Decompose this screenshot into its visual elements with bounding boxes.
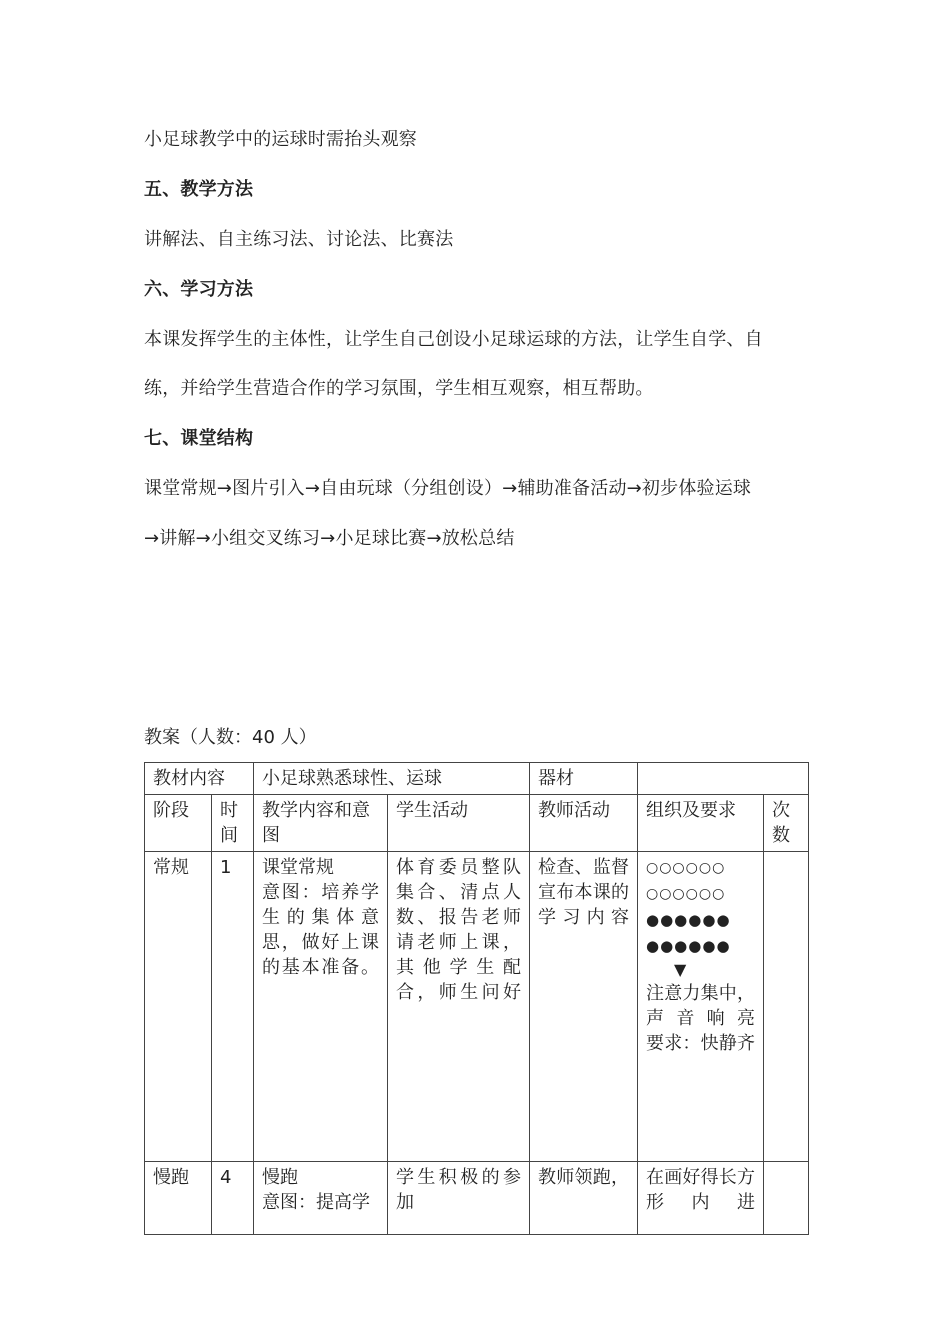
teacher-position-arrow-icon: ▼ (674, 960, 687, 979)
table-row-material (145, 763, 809, 795)
table-row (145, 1162, 809, 1235)
time-cell: 4 (212, 1162, 254, 1235)
content-title: 慢跑 (262, 1167, 298, 1188)
content-intent: 意图：提高学 (262, 1192, 370, 1213)
teacher-activity-cell: 教师领跑， (530, 1162, 638, 1235)
body-text-line: →讲解→小组交叉练习→小足球比赛→放松总结 (144, 528, 515, 549)
count-cell (764, 852, 809, 1162)
section-heading-teaching-methods: 五、教学方法 (144, 179, 254, 200)
header-content: 教学内容和意图 (254, 795, 388, 852)
formation-solid-row: ●●●●●● (646, 937, 731, 955)
table-header-row (145, 795, 809, 852)
count-cell (764, 1162, 809, 1235)
body-text-line: 本课发挥学生的主体性，让学生自己创设小足球运球的方法，让学生自学、自 (144, 329, 763, 350)
requirement-text: 要求：快静齐 (646, 1033, 755, 1054)
time-cell: 1 (212, 852, 254, 1162)
table-row (145, 852, 809, 1162)
header-stage: 阶段 (145, 795, 212, 852)
section-heading-class-structure: 七、课堂结构 (144, 428, 254, 449)
formation-solid-row: ●●●●●● (646, 911, 731, 929)
header-student: 学生活动 (388, 795, 530, 852)
content-title: 课堂常规 (262, 857, 334, 878)
material-content-cell: 小足球熟悉球性、运球 (254, 763, 530, 795)
organization-cell: 在画好得长方形内进 (638, 1162, 764, 1235)
stage-cell: 常规 (145, 852, 212, 1162)
stage-cell: 慢跑 (145, 1162, 212, 1235)
body-text-line: 练，并给学生营造合作的学习氛围，学生相互观察，相互帮助。 (144, 378, 654, 399)
content-cell (254, 1162, 388, 1235)
section-heading-learning-methods: 六、学习方法 (144, 279, 254, 300)
header-time: 时间 (212, 795, 254, 852)
table-caption: 教案（人数：40 人） (144, 727, 317, 748)
header-organization: 组织及要求 (638, 795, 764, 852)
body-text-line: 小足球教学中的运球时需抬头观察 (144, 129, 417, 150)
teacher-activity-cell: 检查、监督宣布本课的学习内容 (530, 852, 638, 1162)
formation-hollow-row: ○○○○○○ (646, 860, 726, 876)
student-activity-cell: 学生积极的参加 (388, 1162, 530, 1235)
formation-hollow-row: ○○○○○○ (646, 886, 726, 902)
content-cell (254, 852, 388, 1162)
lesson-plan-table (144, 762, 809, 1235)
header-teacher: 教师活动 (530, 795, 638, 852)
requirement-text: 注意力集中，声音响亮 (646, 983, 755, 1029)
body-text-line: 讲解法、自主练习法、讨论法、比赛法 (144, 229, 454, 250)
equipment-label-cell: 器材 (530, 763, 638, 795)
header-count: 次数 (764, 795, 809, 852)
body-text-line: 课堂常规→图片引入→自由玩球（分组创设）→辅助准备活动→初步体验运球 (144, 478, 752, 499)
content-intent: 意图：培养学生的集体意思，做好上课的基本准备。 (262, 882, 379, 978)
equipment-value-cell (638, 763, 809, 795)
material-label-cell: 教材内容 (145, 763, 254, 795)
student-activity-cell: 体育委员整队集合、清点人数、报告老师请老师上课，其他学生配合，师生问好 (388, 852, 530, 1162)
organization-cell (638, 852, 764, 1162)
